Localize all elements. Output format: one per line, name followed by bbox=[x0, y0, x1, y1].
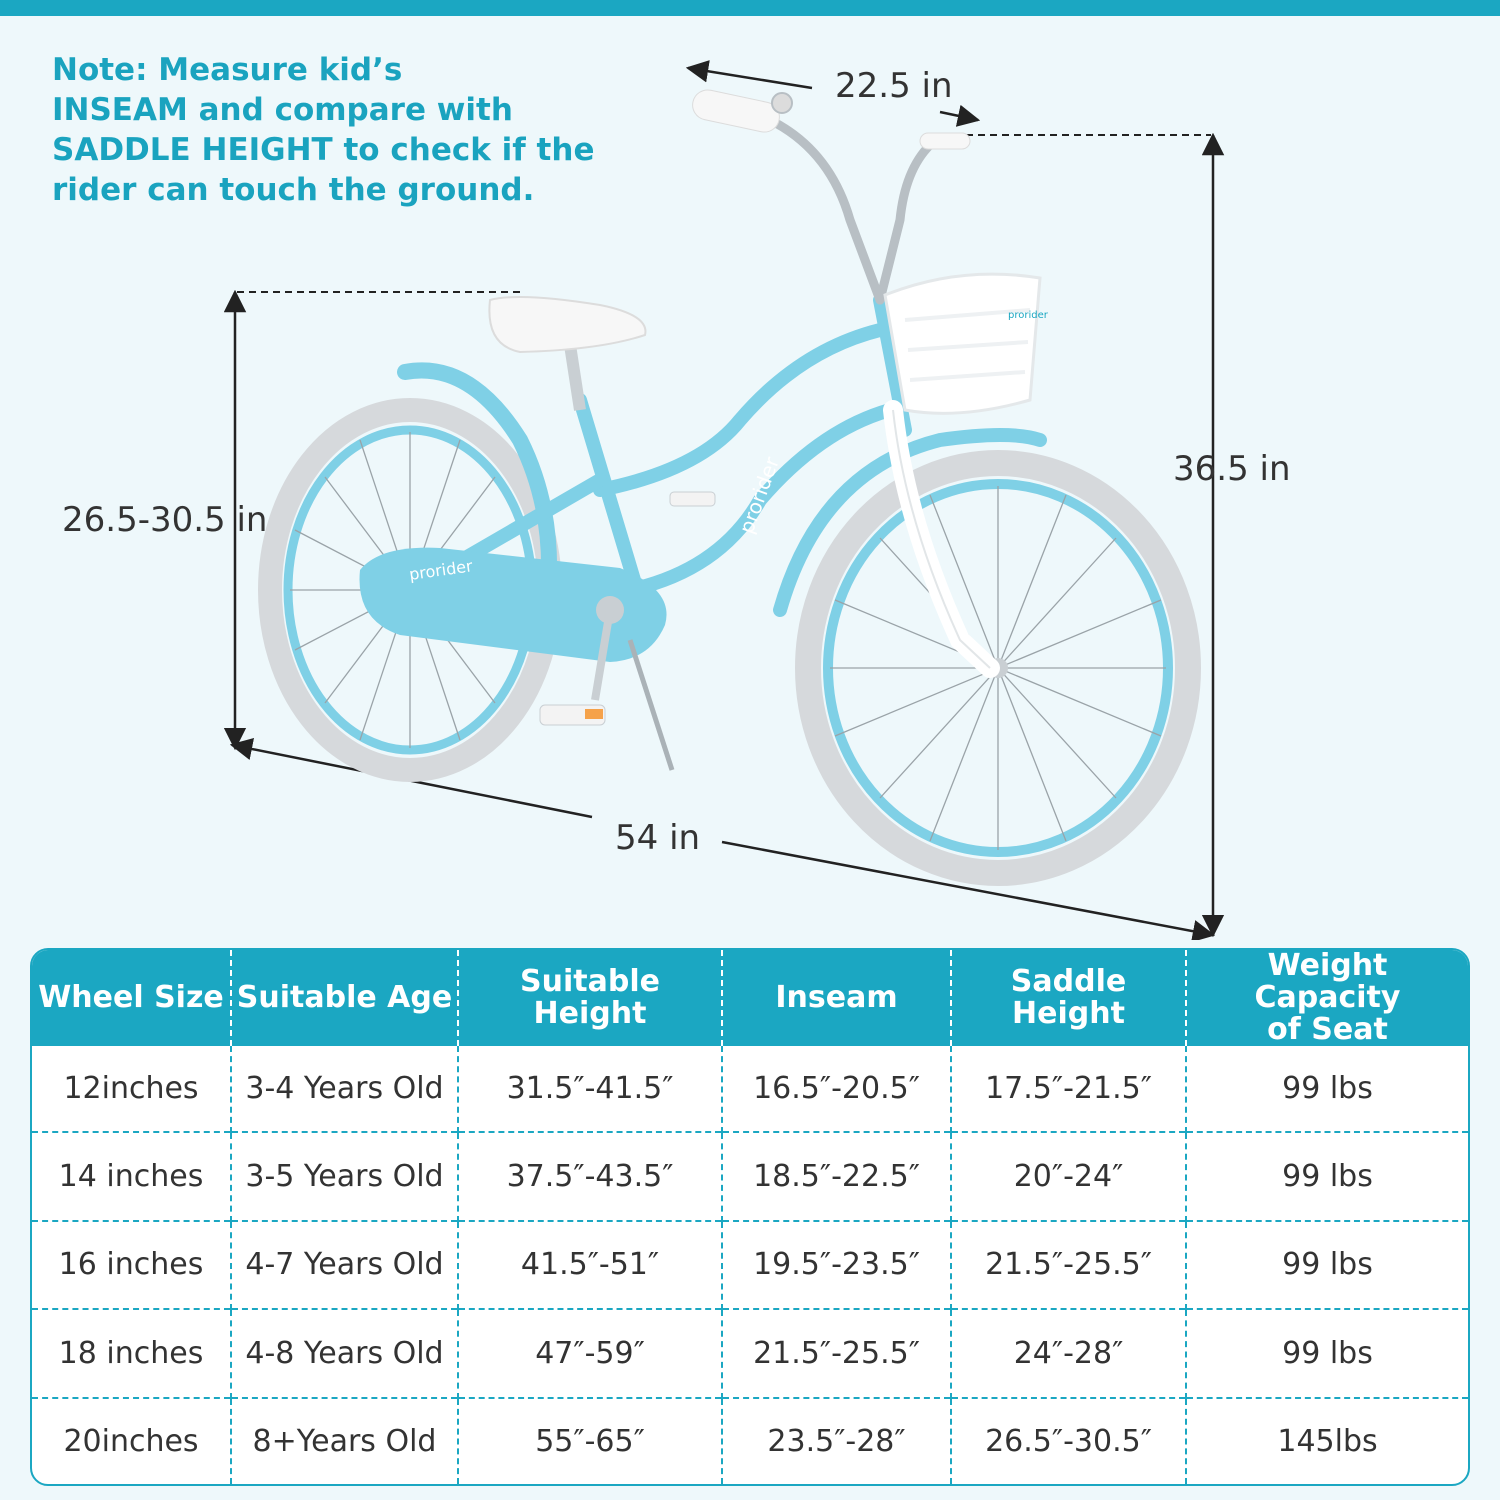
cell-suitable-height: 47″-59″ bbox=[458, 1309, 722, 1398]
table-row bbox=[32, 1309, 1468, 1398]
cell-saddle-height: 20″-24″ bbox=[951, 1132, 1186, 1221]
cell-saddle-height: 17.5″-21.5″ bbox=[951, 1046, 1186, 1132]
pedal-far bbox=[670, 492, 715, 506]
cell-suitable-age: 8+Years Old bbox=[231, 1398, 458, 1484]
handlebar-arrow-right bbox=[940, 112, 978, 120]
right-grip bbox=[920, 133, 970, 149]
header-weight-capacity: Weight Capacity of Seat bbox=[1254, 948, 1401, 1047]
cell-wheel-size: 12inches bbox=[32, 1046, 231, 1132]
table-header-row bbox=[32, 950, 1468, 1046]
cell-suitable-height: 31.5″-41.5″ bbox=[458, 1046, 722, 1132]
note-line: Note: Measure kid’s bbox=[52, 52, 403, 88]
cell-wheel-size: 16 inches bbox=[32, 1221, 231, 1310]
saddle bbox=[489, 297, 645, 352]
note-line: SADDLE HEIGHT to check if the bbox=[52, 132, 595, 168]
header-saddle-height: Saddle Height bbox=[951, 950, 1186, 1046]
cell-saddle-height: 26.5″-30.5″ bbox=[951, 1398, 1186, 1484]
cell-inseam: 18.5″-22.5″ bbox=[722, 1132, 951, 1221]
overall-height-label: 36.5 in bbox=[1173, 449, 1291, 489]
size-chart-table bbox=[30, 948, 1470, 1486]
left-grip bbox=[690, 87, 782, 135]
kickstand bbox=[630, 640, 672, 770]
cell-suitable-height: 55″-65″ bbox=[458, 1398, 722, 1484]
handlebar-width-label: 22.5 in bbox=[835, 66, 953, 106]
length-label: 54 in bbox=[615, 818, 701, 858]
cell-inseam: 19.5″-23.5″ bbox=[722, 1221, 951, 1310]
note-line: rider can touch the ground. bbox=[52, 172, 535, 208]
handlebar-arrow-left bbox=[688, 68, 812, 88]
cell-suitable-age: 4-7 Years Old bbox=[231, 1221, 458, 1310]
basket-logo: prorider bbox=[1008, 310, 1048, 321]
cell-weight-capacity: 99 lbs bbox=[1186, 1221, 1468, 1310]
table-row bbox=[32, 1221, 1468, 1310]
cell-wheel-size: 20inches bbox=[32, 1398, 231, 1484]
saddle-height-label: 26.5-30.5 in bbox=[62, 500, 268, 540]
front-fork bbox=[893, 410, 990, 668]
cell-suitable-age: 4-8 Years Old bbox=[231, 1309, 458, 1398]
cell-weight-capacity: 99 lbs bbox=[1186, 1132, 1468, 1221]
table-row bbox=[32, 1398, 1468, 1484]
cell-inseam: 16.5″-20.5″ bbox=[722, 1046, 951, 1132]
header-suitable-height: Suitable Height bbox=[458, 950, 722, 1046]
cell-inseam: 21.5″-25.5″ bbox=[722, 1309, 951, 1398]
cell-weight-capacity: 99 lbs bbox=[1282, 1071, 1373, 1107]
cell-wheel-size: 18 inches bbox=[32, 1309, 231, 1398]
note-line: INSEAM and compare with bbox=[52, 92, 513, 128]
table-row bbox=[32, 1132, 1468, 1221]
seat-post bbox=[570, 345, 580, 410]
cell-suitable-age: 3-5 Years Old bbox=[231, 1132, 458, 1221]
cell-suitable-age: 3-4 Years Old bbox=[231, 1046, 458, 1132]
handlebar bbox=[770, 120, 930, 300]
chain-guard-logo: prorider bbox=[407, 556, 474, 584]
cell-suitable-height: 41.5″-51″ bbox=[458, 1221, 722, 1310]
frame-logo: prorider bbox=[734, 453, 784, 537]
cell-weight-capacity: 145lbs bbox=[1186, 1398, 1468, 1484]
header-suitable-age: Suitable Age bbox=[231, 950, 458, 1046]
cell-weight-capacity: 99 lbs bbox=[1186, 1309, 1468, 1398]
cell-inseam: 23.5″-28″ bbox=[722, 1398, 951, 1484]
cell-suitable-height: 37.5″-43.5″ bbox=[458, 1132, 722, 1221]
cell-wheel-size: 14 inches bbox=[32, 1132, 231, 1221]
cell-saddle-height: 24″-28″ bbox=[951, 1309, 1186, 1398]
bell bbox=[772, 93, 792, 113]
header-wheel-size: Wheel Size bbox=[32, 950, 231, 1046]
length-arrow-right bbox=[722, 842, 1213, 935]
cell-saddle-height: 21.5″-25.5″ bbox=[951, 1221, 1186, 1310]
basket bbox=[885, 274, 1049, 413]
header-inseam: Inseam bbox=[722, 950, 951, 1046]
table-row bbox=[32, 1046, 1468, 1132]
